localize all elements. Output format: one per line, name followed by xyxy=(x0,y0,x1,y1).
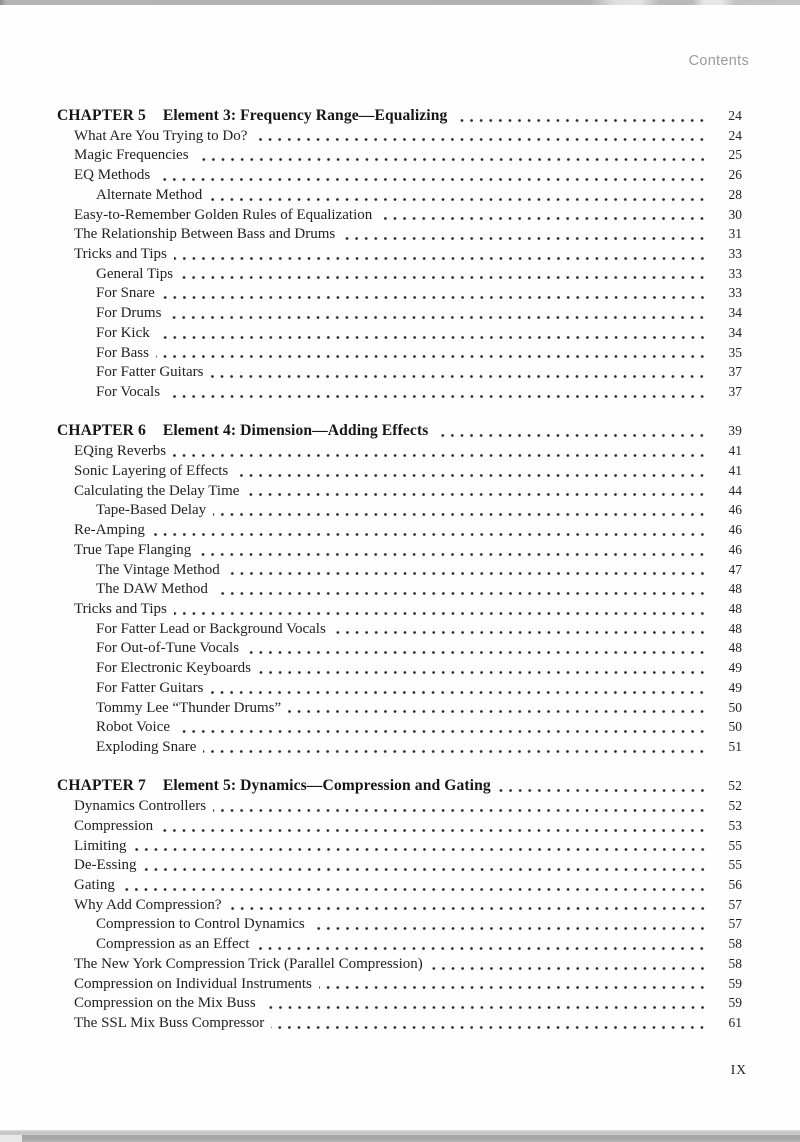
toc-entry-page-number: 53 xyxy=(728,817,742,833)
toc-entry-page-number: 44 xyxy=(728,482,742,498)
toc-entry-title: EQ Methods xyxy=(74,167,151,184)
toc-entry-page-number: 55 xyxy=(728,837,742,853)
chapter-page-number: 39 xyxy=(728,423,742,439)
toc-entry-page-number: 30 xyxy=(728,206,742,222)
toc-entry xyxy=(57,698,742,718)
toc-entry-title: For Fatter Lead or Background Vocals xyxy=(96,620,326,637)
toc-entry-page-number: 37 xyxy=(728,384,742,400)
dot-leader xyxy=(122,887,707,892)
toc-entry xyxy=(57,481,742,501)
toc-entry xyxy=(57,283,742,303)
toc-entry-page-number: 28 xyxy=(728,186,742,202)
dot-leader xyxy=(209,197,707,202)
toc-entry-page-number: 49 xyxy=(728,660,742,676)
dot-leader xyxy=(210,690,707,695)
toc-entry xyxy=(57,323,742,343)
dot-leader xyxy=(157,335,707,340)
toc-entry xyxy=(57,914,742,934)
chapter-title: Element 3: Frequency Range—Equalizing xyxy=(162,107,448,124)
toc-entry-page-number: 41 xyxy=(728,462,742,478)
toc-chapter-heading xyxy=(57,776,742,796)
dot-leader xyxy=(235,473,707,478)
toc-entry xyxy=(57,579,742,599)
dot-leader xyxy=(174,611,707,616)
dot-leader xyxy=(162,295,707,300)
toc-entry-page-number: 48 xyxy=(728,640,742,656)
toc-entry-page-number: 46 xyxy=(728,541,742,557)
toc-entry xyxy=(57,836,742,856)
toc-entry-page-number: 47 xyxy=(728,561,742,577)
chapter-title: Element 5: Dynamics—Compression and Gating xyxy=(162,777,491,795)
toc-entry-title: Compression on Individual Instruments xyxy=(74,975,312,992)
toc-entry xyxy=(57,1013,742,1033)
toc-entry-page-number: 46 xyxy=(728,502,742,518)
toc-entry-title: Re-Amping xyxy=(74,522,145,539)
toc-entry xyxy=(57,993,742,1013)
toc-entry-page-number: 48 xyxy=(728,581,742,597)
toc-entry-title: Why Add Compression? xyxy=(74,896,222,913)
toc-entry-title: For Snare xyxy=(96,285,155,302)
toc-entry-page-number: 26 xyxy=(728,167,742,183)
dot-leader xyxy=(312,926,707,931)
dot-leader xyxy=(430,966,707,971)
chapter-page-number: 24 xyxy=(728,108,742,123)
toc-entry-title: Limiting xyxy=(74,837,127,854)
dot-leader xyxy=(152,532,707,537)
toc-entry-title: Compression on the Mix Buss xyxy=(74,995,256,1012)
running-header: Contents xyxy=(688,53,749,69)
toc-entry-page-number: 33 xyxy=(728,265,742,281)
toc-chapter-block xyxy=(57,106,742,402)
toc-entry-title: The Relationship Between Bass and Drums xyxy=(74,226,336,243)
dot-leader xyxy=(342,236,707,241)
toc-entry-title: Exploding Snare xyxy=(96,738,197,755)
chapter-label: CHAPTER 6 xyxy=(57,422,146,440)
toc-entry-title: For Kick xyxy=(96,324,150,341)
dot-leader xyxy=(203,749,707,754)
dot-leader xyxy=(263,1005,707,1010)
toc-entry-title: Tricks and Tips xyxy=(74,600,167,617)
toc-entry-title: The Vintage Method xyxy=(96,561,220,578)
toc-entry xyxy=(57,855,742,875)
dot-leader xyxy=(288,709,707,714)
toc-entry-page-number: 57 xyxy=(728,916,742,932)
dot-leader xyxy=(229,906,708,911)
toc-entry xyxy=(57,717,742,737)
dot-leader xyxy=(498,788,707,793)
toc-entry xyxy=(57,382,742,402)
toc-entry-title: General Tips xyxy=(96,265,174,282)
toc-entry-title: Tape-Based Delay xyxy=(96,502,207,519)
dot-leader xyxy=(196,157,707,162)
toc-entry-page-number: 50 xyxy=(728,719,742,735)
toc-entry xyxy=(57,658,742,678)
toc-entry xyxy=(57,362,742,382)
chapter-title: Element 4: Dimension—Adding Effects xyxy=(162,422,429,440)
toc-entry-title: EQing Reverbs xyxy=(74,443,167,460)
toc-entry-page-number: 35 xyxy=(728,344,742,360)
dot-leader xyxy=(174,256,707,261)
page-edge-bottom-left xyxy=(0,1135,22,1142)
toc-entry xyxy=(57,816,742,836)
toc-entry xyxy=(57,244,742,264)
toc-entry-title: Tommy Lee “Thunder Drums” xyxy=(96,699,282,716)
toc-entry-page-number: 46 xyxy=(728,522,742,538)
dot-leader xyxy=(177,729,707,734)
dot-leader xyxy=(156,354,707,359)
dot-leader xyxy=(210,374,707,379)
dot-leader xyxy=(435,433,707,438)
toc-entry-title: Dynamics Controllers xyxy=(74,798,207,815)
toc-entry xyxy=(57,560,742,580)
toc-entry-title: Tricks and Tips xyxy=(74,246,167,263)
toc-entry-title: For Fatter Guitars xyxy=(96,364,204,381)
page-edge-bottom-dark xyxy=(22,1135,800,1142)
toc-entry xyxy=(57,875,742,895)
toc-entry xyxy=(57,303,742,323)
toc-entry xyxy=(57,619,742,639)
dot-leader xyxy=(256,946,707,951)
toc-entry-title: Sonic Layering of Effects xyxy=(74,462,229,479)
toc-entry xyxy=(57,974,742,994)
toc-entry xyxy=(57,737,742,757)
toc-entry xyxy=(57,895,742,915)
toc-entry-title: The SSL Mix Buss Compressor xyxy=(74,1015,265,1031)
toc xyxy=(57,106,742,1033)
toc-entry-page-number: 49 xyxy=(728,679,742,695)
toc-entry-page-number: 41 xyxy=(728,443,742,459)
dot-leader xyxy=(454,118,707,123)
dot-leader xyxy=(144,867,708,872)
toc-entry-page-number: 25 xyxy=(728,147,742,163)
dot-leader xyxy=(227,571,707,576)
dot-leader xyxy=(213,512,707,517)
toc-entry xyxy=(57,461,742,481)
dot-leader xyxy=(173,453,707,458)
toc-entry-title: For Drums xyxy=(96,305,162,322)
toc-entry-title: Compression as an Effect xyxy=(96,936,250,953)
page-edge-top xyxy=(0,0,800,5)
toc-entry-title: True Tape Flanging xyxy=(74,541,192,558)
toc-entry-page-number: 34 xyxy=(728,305,742,321)
toc-entry-page-number: 52 xyxy=(728,798,742,814)
toc-entry-title: For Bass xyxy=(96,344,149,361)
toc-entry-title: The New York Compression Trick (Parallel Compression) xyxy=(74,955,423,972)
toc-entry-title: Calculating the Delay Time xyxy=(74,482,240,499)
dot-leader xyxy=(215,591,707,596)
toc-entry xyxy=(57,205,742,225)
toc-entry-title: For Out-of-Tune Vocals xyxy=(96,640,240,657)
dot-leader xyxy=(333,630,707,635)
toc-entry xyxy=(57,264,742,284)
toc-entry xyxy=(57,796,742,816)
toc-entry-page-number: 56 xyxy=(728,876,742,892)
toc-entry-page-number: 33 xyxy=(728,246,742,262)
dot-leader xyxy=(246,492,707,497)
toc-entry-title: Magic Frequencies xyxy=(74,147,189,164)
toc-entry-title: Alternate Method xyxy=(96,186,203,203)
toc-entry-page-number: 51 xyxy=(728,738,742,754)
dot-leader xyxy=(319,985,707,990)
toc-entry-page-number: 58 xyxy=(728,955,742,971)
toc-entry xyxy=(57,343,742,363)
toc-entry-title: Compression to Control Dynamics xyxy=(96,916,305,933)
dot-leader xyxy=(167,394,707,399)
toc-entry-page-number: 48 xyxy=(728,620,742,636)
toc-entry-page-number: 34 xyxy=(728,324,742,340)
page-number-folio: IX xyxy=(730,1062,747,1077)
dot-leader xyxy=(198,552,707,557)
toc-entry xyxy=(57,165,742,185)
toc-entry xyxy=(57,185,742,205)
toc-chapter-block xyxy=(57,776,742,1032)
toc-entry xyxy=(57,599,742,619)
toc-entry-title: Easy-to-Remember Golden Rules of Equalization xyxy=(74,206,373,223)
toc-entry-page-number: 57 xyxy=(728,896,742,912)
toc-entry xyxy=(57,638,742,658)
toc-entry-page-number: 61 xyxy=(728,1015,742,1030)
toc-entry xyxy=(57,126,742,146)
toc-entry xyxy=(57,954,742,974)
toc-entry-title: The DAW Method xyxy=(96,581,208,598)
toc-entry-title: De-Essing xyxy=(74,857,137,874)
toc-chapter-heading xyxy=(57,106,742,126)
toc-chapter-block xyxy=(57,421,742,756)
toc-entry-page-number: 59 xyxy=(728,995,742,1011)
chapter-label: CHAPTER 7 xyxy=(57,777,146,795)
dot-leader xyxy=(213,808,707,813)
toc-entry-page-number: 59 xyxy=(728,975,742,991)
dot-leader xyxy=(160,828,707,833)
dot-leader xyxy=(157,177,707,182)
toc-entry-page-number: 31 xyxy=(728,226,742,242)
toc-entry xyxy=(57,224,742,244)
dot-leader xyxy=(168,315,707,320)
toc-entry-page-number: 55 xyxy=(728,857,742,873)
toc-entry-title: Compression xyxy=(74,817,154,834)
toc-entry-page-number: 50 xyxy=(728,699,742,715)
chapter-label: CHAPTER 5 xyxy=(57,107,146,124)
toc-entry-title: For Electronic Keyboards xyxy=(96,660,251,677)
toc-entry xyxy=(57,520,742,540)
toc-entry xyxy=(57,678,742,698)
toc-entry xyxy=(57,145,742,165)
dot-leader xyxy=(258,670,707,675)
toc-entry-title: What Are You Trying to Do? xyxy=(74,127,248,144)
toc-entry xyxy=(57,934,742,954)
toc-entry-title: For Vocals xyxy=(96,384,161,401)
toc-chapter-heading xyxy=(57,421,742,441)
toc-entry-title: Gating xyxy=(74,876,115,893)
toc-entry-page-number: 33 xyxy=(728,285,742,301)
toc-entry xyxy=(57,500,742,520)
toc-entry xyxy=(57,540,742,560)
dot-leader xyxy=(246,650,707,655)
chapter-page-number: 52 xyxy=(728,778,742,794)
dot-leader xyxy=(271,1025,707,1030)
toc-entry-title: For Fatter Guitars xyxy=(96,679,204,696)
toc-entry-page-number: 24 xyxy=(728,127,742,143)
toc-entry-page-number: 58 xyxy=(728,936,742,952)
toc-entry-page-number: 48 xyxy=(728,600,742,616)
dot-leader xyxy=(254,137,707,142)
toc-entry-title: Robot Voice xyxy=(96,719,171,736)
toc-entry-page-number: 37 xyxy=(728,364,742,380)
dot-leader xyxy=(180,275,707,280)
dot-leader xyxy=(134,847,708,852)
dot-leader xyxy=(379,216,707,221)
toc-entry xyxy=(57,441,742,461)
